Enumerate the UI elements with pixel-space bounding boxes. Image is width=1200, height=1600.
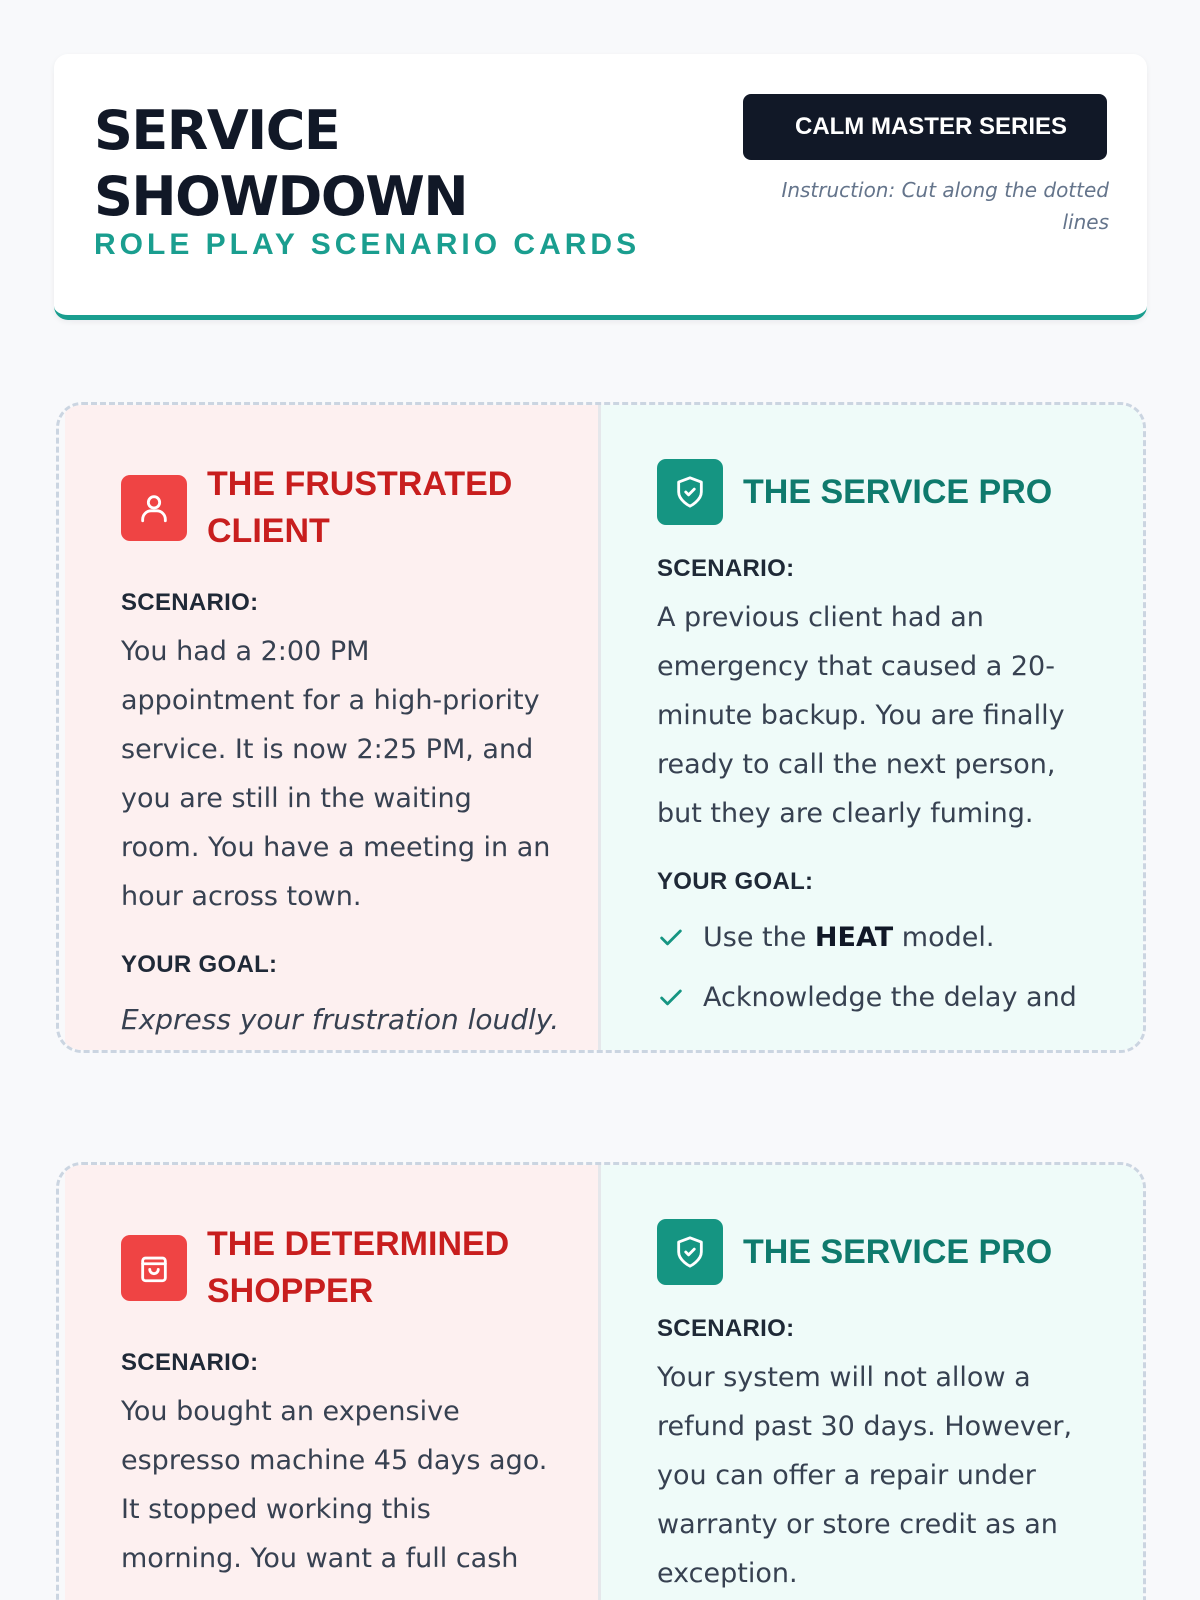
- pro-role-header: [657, 1219, 1143, 1285]
- goal-item-text: [703, 908, 994, 968]
- page-title: [94, 98, 654, 230]
- client-role-header: [121, 461, 598, 555]
- scenario-card: [56, 1162, 1146, 1600]
- pro-panel: [601, 1165, 1143, 1600]
- shield-check-icon: [657, 459, 723, 525]
- goal-1-pre: Use the: [703, 922, 815, 953]
- pro-scenario-text: Your system will not allow a refund past 30 days. However, you can offer a repair under warranty or store credit as an exception.: [657, 1362, 1073, 1589]
- title-line-2: SHOWDOWN: [94, 165, 468, 228]
- cut-instruction: Instruction: Cut along the dotted lines: [781, 178, 1109, 234]
- pro-role-title: THE SERVICE PRO: [743, 1232, 1053, 1271]
- client-scenario-text: You bought an expensive espresso machine 45 days ago. It stopped working this morning. You want a full cash: [121, 1396, 548, 1574]
- page-header: [54, 54, 1147, 320]
- check-icon: [657, 924, 685, 952]
- pro-role-header: [657, 459, 1143, 525]
- client-role-title: THE DETERMINED SHOPPER: [207, 1225, 510, 1310]
- client-role-title: THE FRUSTRATED CLIENT: [207, 465, 513, 550]
- title-line-1: SERVICE: [94, 99, 340, 162]
- shield-check-icon: [657, 1219, 723, 1285]
- check-icon: [657, 984, 685, 1012]
- scenario-label: SCENARIO:: [657, 555, 795, 582]
- shopping-bag-icon: [121, 1235, 187, 1301]
- client-scenario-text: You had a 2:00 PM appointment for a high-priority service. It is now 2:25 PM, and you are still in the waiting room. You have a meeting in an hour across town.: [121, 636, 551, 912]
- scenario-card: [56, 402, 1146, 1053]
- client-role-header: [121, 1221, 598, 1315]
- pro-scenario-text: A previous client had an emergency that caused a 20-minute backup. You are finally ready to call the next person, but they are clearly fuming.: [657, 602, 1065, 829]
- list-item: [657, 908, 1143, 968]
- goal-checklist: [657, 908, 1143, 1028]
- client-panel: [65, 405, 601, 1050]
- scenario-label: SCENARIO:: [121, 589, 259, 616]
- client-panel: [65, 1165, 601, 1600]
- goal-label: YOUR GOAL:: [657, 868, 814, 895]
- scenario-label: SCENARIO:: [657, 1315, 795, 1342]
- goal-1-post: model.: [893, 922, 995, 953]
- goal-label: YOUR GOAL:: [121, 951, 278, 978]
- client-goal-text: Express your frustration loudly.: [121, 1003, 560, 1036]
- pro-panel: [601, 405, 1143, 1050]
- list-item: [657, 968, 1143, 1028]
- page-subtitle: ROLE PLAY SCENARIO CARDS: [94, 228, 641, 261]
- goal-item-text: Acknowledge the delay and: [703, 982, 1077, 1013]
- scenario-label: SCENARIO:: [121, 1349, 259, 1376]
- pro-role-title: THE SERVICE PRO: [743, 472, 1053, 511]
- series-badge: CALM MASTER SERIES: [743, 94, 1107, 160]
- goal-1-bold: HEAT: [814, 922, 894, 953]
- user-icon: [121, 475, 187, 541]
